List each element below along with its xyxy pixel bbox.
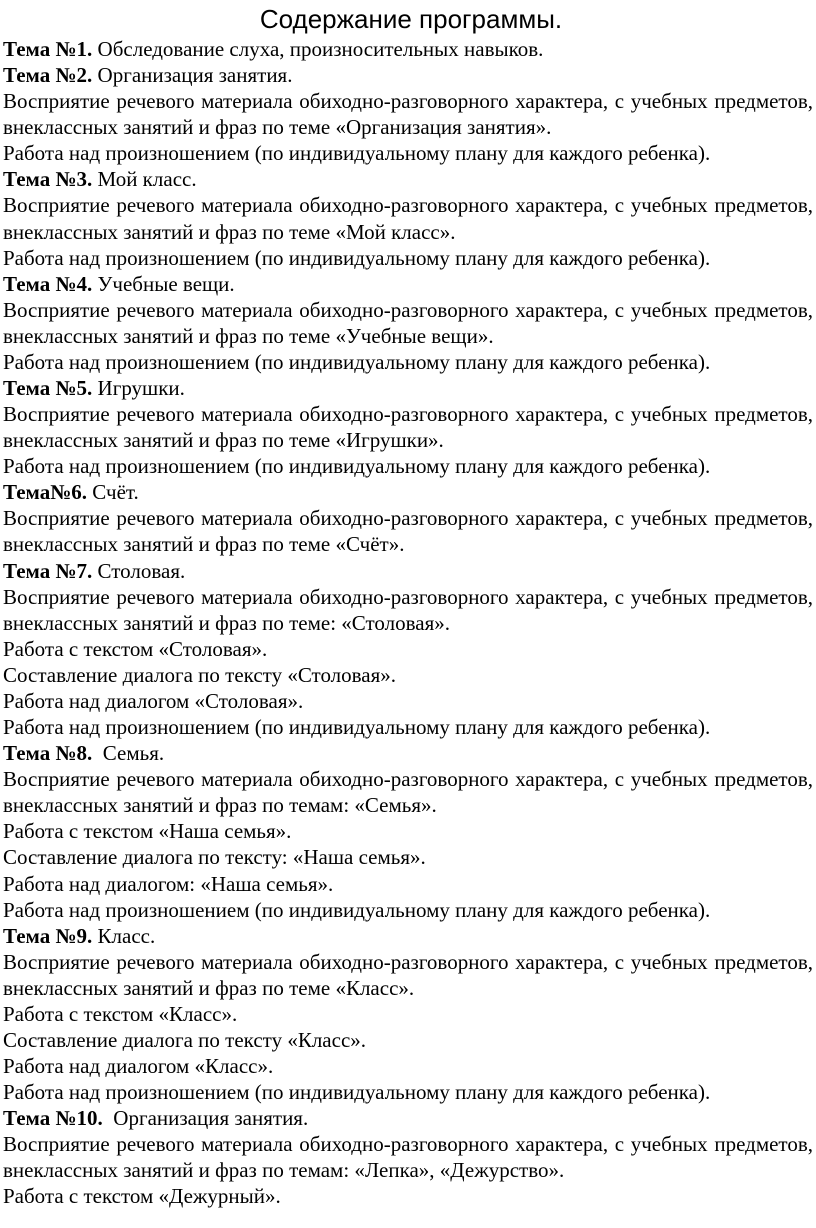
topic-heading — [3, 375, 813, 401]
body-line: Работа над произношением (по индивидуальному плану для каждого ребенка). — [3, 141, 711, 166]
topic-label: Тема №2. — [3, 63, 93, 88]
topic-heading — [3, 271, 813, 297]
topic-heading — [3, 1105, 813, 1131]
topic-title: Организация занятия. — [102, 1106, 309, 1131]
topic-label: Тема №10. — [3, 1106, 103, 1131]
body-line: Работа над диалогом: «Наша семья». — [3, 871, 334, 896]
topic-label: Тема №7. — [3, 558, 93, 583]
topic-heading — [3, 166, 813, 192]
body-line: Работа над диалогом «Класс». — [3, 1054, 274, 1079]
body-paragraph: Восприятие речевого материала обиходно-разговорного характера, с учебных предметов, внеклассных занятий и фраз по теме: «Столовая». — [3, 584, 813, 635]
topic-title: Класс. — [92, 923, 156, 948]
topic-title: Учебные вещи. — [92, 271, 235, 296]
topic-heading — [3, 740, 813, 766]
topic-label: Тема №5. — [3, 376, 93, 401]
body-paragraph: Восприятие речевого материала обиходно-разговорного характера, с учебных предметов, внеклассных занятий и фраз по теме «Организация занятия». — [3, 89, 813, 140]
topic-heading — [3, 923, 813, 949]
topic-title: Счёт. — [87, 480, 139, 505]
body-line: Составление диалога по тексту «Столовая». — [3, 662, 397, 687]
body-paragraph: Восприятие речевого материала обиходно-разговорного характера, с учебных предметов, внеклассных занятий и фраз по темам: «Семья». — [3, 767, 813, 818]
body-paragraph: Восприятие речевого материала обиходно-разговорного характера, с учебных предметов, внеклассных занятий и фраз по теме «Мой класс». — [3, 193, 813, 244]
topic-label: Тема №8. — [3, 741, 93, 766]
topic-label: Тема №4. — [3, 271, 93, 296]
body-line: Составление диалога по тексту: «Наша семья». — [3, 845, 426, 870]
body-line: Работа с текстом «Столовая». — [3, 636, 268, 661]
topic-heading — [3, 479, 813, 505]
body-line: Составление диалога по тексту «Класс». — [3, 1027, 367, 1052]
document-page — [3, 2, 813, 1210]
body-line: Работа над произношением (по индивидуальному плану для каждого ребенка). — [3, 245, 711, 270]
topic-title: Мой класс. — [92, 167, 197, 192]
topic-title: Игрушки. — [92, 376, 185, 401]
topic-heading — [3, 62, 813, 88]
topic-label: Тема №3. — [3, 167, 93, 192]
body-line: Работа над произношением (по индивидуальному плану для каждого ребенка). — [3, 454, 711, 479]
topic-heading — [3, 36, 813, 62]
body-paragraph: Восприятие речевого материала обиходно-разговорного характера, с учебных предметов, внеклассных занятий и фраз по теме «Учебные вещи». — [3, 297, 813, 348]
topic-title: Организация занятия. — [92, 63, 293, 88]
page-title: Содержание программы. — [259, 4, 563, 34]
body-paragraph: Восприятие речевого материала обиходно-разговорного характера, с учебных предметов, внеклассных занятий и фраз по теме «Счёт». — [3, 506, 813, 557]
body-line: Работа с текстом «Дежурный». — [3, 1184, 281, 1209]
topic-label: Тема №9. — [3, 923, 93, 948]
body-line: Работа над произношением (по индивидуальному плану для каждого ребенка). — [3, 715, 711, 740]
body-line: Работа с текстом «Наша семья». — [3, 819, 292, 844]
body-line: Работа над произношением (по индивидуальному плану для каждого ребенка). — [3, 897, 711, 922]
body-line: Работа над произношением (по индивидуальному плану для каждого ребенка). — [3, 349, 711, 374]
body-paragraph: Восприятие речевого материала обиходно-разговорного характера, с учебных предметов, внеклассных занятий и фраз по темам: «Лепка», «Дежурство». — [3, 1132, 813, 1183]
topic-label: Тема №1. — [3, 37, 93, 61]
body-paragraph: Восприятие речевого материала обиходно-разговорного характера, с учебных предметов, внеклассных занятий и фраз по теме «Игрушки». — [3, 402, 813, 453]
topic-title: Столовая. — [92, 558, 186, 583]
topic-title: Семья. — [92, 741, 165, 766]
body-paragraph: Восприятие речевого материала обиходно-разговорного характера, с учебных предметов, внеклассных занятий и фраз по теме «Класс». — [3, 949, 813, 1000]
body-line: Работа над диалогом «Столовая». — [3, 688, 304, 713]
topic-label: Тема№6. — [3, 480, 88, 505]
body-line: Работа над произношением (по индивидуальному плану для каждого ребенка). — [3, 1080, 711, 1105]
body-line: Работа с текстом «Класс». — [3, 1001, 238, 1026]
topic-title: Обследование слуха, произносительных навыков. — [92, 37, 544, 61]
program-content — [3, 36, 813, 1210]
topic-heading — [3, 558, 813, 584]
